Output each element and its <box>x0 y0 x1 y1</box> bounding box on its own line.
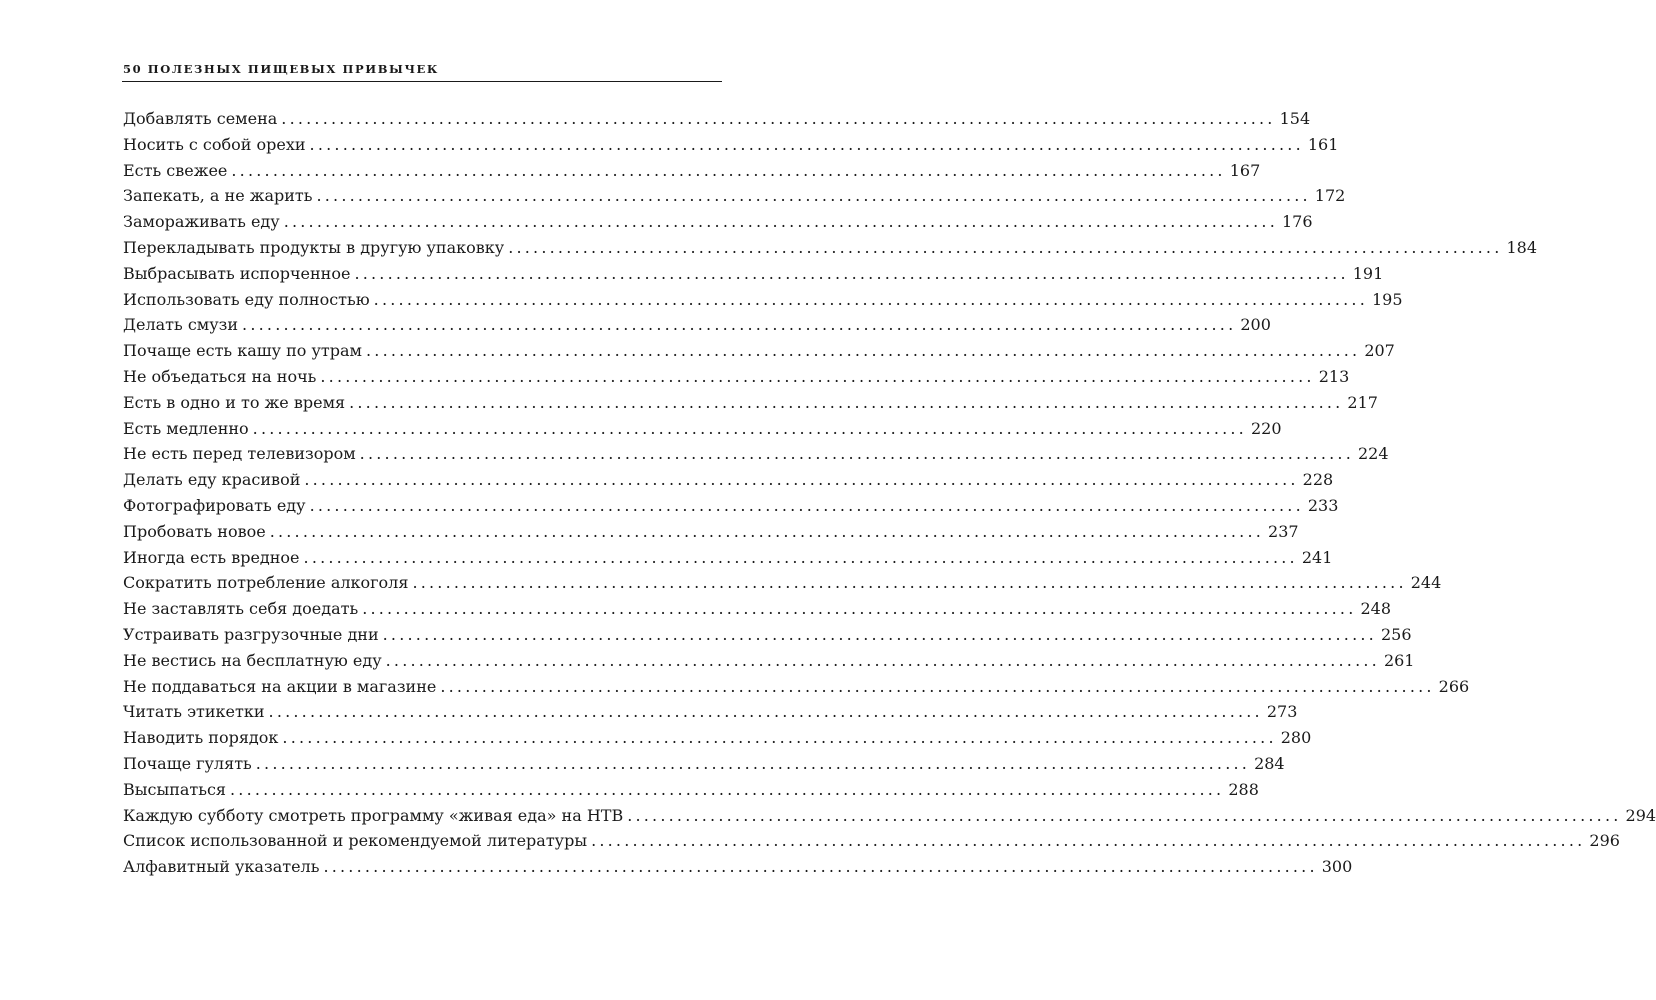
toc-entry <box>123 493 1339 519</box>
toc-leader-dots: ........................................................................................................................ <box>354 263 1349 283</box>
toc-entry <box>123 777 1259 803</box>
toc-entry <box>123 235 1538 261</box>
toc-entry <box>123 854 1353 880</box>
toc-entry-page: 213 <box>1318 366 1350 386</box>
toc-entry-page: 244 <box>1410 573 1442 593</box>
toc-entry-title: Есть медленно <box>123 418 249 438</box>
toc-leader-dots: ........................................................................................................................ <box>252 418 1247 438</box>
header-divider <box>122 81 722 82</box>
toc-entry-page: 167 <box>1229 160 1261 180</box>
toc-leader-dots: ........................................................................................................................ <box>362 599 1357 619</box>
toc-entry-page: 266 <box>1438 676 1470 696</box>
toc-entry-page: 300 <box>1321 857 1353 877</box>
toc-entry <box>123 570 1442 596</box>
toc-leader-dots: ........................................................................................................................ <box>230 779 1225 799</box>
toc-entry <box>123 803 1656 829</box>
toc-entry-page: 224 <box>1357 444 1389 464</box>
toc-leader-dots: ........................................................................................................................ <box>316 186 1311 206</box>
toc-leader-dots: ........................................................................................................................ <box>323 857 1318 877</box>
toc-entry-title: Носить с собой орехи <box>123 134 306 154</box>
toc-entry-title: Не вестись на бесплатную еду <box>123 650 382 670</box>
toc-entry-page: 220 <box>1250 418 1282 438</box>
toc-leader-dots: ........................................................................................................................ <box>282 728 1277 748</box>
toc-entry-page: 237 <box>1268 521 1299 541</box>
toc-entry-title: Есть свежее <box>123 160 228 180</box>
toc-entry-page: 261 <box>1383 650 1415 670</box>
toc-entry-title: Фотографировать еду <box>123 495 306 515</box>
toc-leader-dots: ........................................................................................................................ <box>268 702 1263 722</box>
toc-entry <box>123 416 1282 442</box>
toc-entry-page: 228 <box>1302 470 1334 490</box>
toc-entry-title: Не поддаваться на акции в магазине <box>123 676 437 696</box>
toc-entry <box>123 312 1271 338</box>
toc-leader-dots: ........................................................................................................................ <box>231 160 1226 180</box>
toc-entry <box>123 183 1346 209</box>
toc-entry-page: 294 <box>1625 805 1656 825</box>
toc-leader-dots: ........................................................................................................................ <box>281 109 1276 128</box>
toc-entry-page: 217 <box>1347 392 1378 412</box>
toc-entry-title: Читать этикетки <box>123 702 265 722</box>
toc-entry <box>123 106 1311 132</box>
toc-entry-page: 248 <box>1360 599 1392 619</box>
toc-entry-page: 280 <box>1280 728 1312 748</box>
toc-entry-page: 288 <box>1228 779 1259 799</box>
toc-entry-title: Делать еду красивой <box>123 470 301 490</box>
toc-entry-page: 207 <box>1364 341 1395 361</box>
toc-entry <box>123 519 1299 545</box>
toc-entry-title: Иногда есть вредное <box>123 547 300 567</box>
toc-entry-page: 184 <box>1506 237 1538 257</box>
toc-entry-title: Использовать еду полностью <box>123 289 370 309</box>
toc-entry-title: Делать смузи <box>123 315 239 335</box>
toc-entry-page: 154 <box>1279 109 1311 128</box>
toc-leader-dots: ........................................................................................................................ <box>412 573 1407 593</box>
toc-leader-dots: ........................................................................................................................ <box>508 237 1503 257</box>
toc-entry <box>123 751 1285 777</box>
toc-leader-dots: ........................................................................................................................ <box>303 547 1298 567</box>
toc-entry-page: 241 <box>1301 547 1333 567</box>
toc-entry <box>123 596 1392 622</box>
toc-entry <box>123 674 1470 700</box>
toc-entry <box>123 467 1334 493</box>
toc-entry-page: 172 <box>1314 186 1346 206</box>
toc-entry-page: 284 <box>1254 753 1285 773</box>
toc-entry-page: 161 <box>1307 134 1339 154</box>
toc-entry-page: 256 <box>1380 624 1412 644</box>
toc-entry-page: 195 <box>1371 289 1403 309</box>
toc-entry <box>123 390 1378 416</box>
toc-entry-title: Почаще есть кашу по утрам <box>123 341 362 361</box>
toc-leader-dots: ........................................................................................................................ <box>269 521 1265 541</box>
toc-entry-title: Список использованной и рекомендуемой литературы <box>123 831 588 851</box>
toc-entry-page: 273 <box>1266 702 1298 722</box>
running-header: 50 ПОЛЕЗНЫХ ПИЩЕВЫХ ПРИВЫЧЕК <box>123 62 439 76</box>
toc-entry <box>123 699 1298 725</box>
toc-leader-dots: ........................................................................................................................ <box>385 650 1380 670</box>
toc-leader-dots: ........................................................................................................................ <box>309 495 1304 515</box>
toc-entry-title: Каждую субботу смотреть программу «живая еда» на НТВ <box>123 805 624 825</box>
toc-entry <box>123 261 1384 287</box>
toc-entry-title: Почаще гулять <box>123 753 252 773</box>
toc-entry <box>123 132 1339 158</box>
toc-entry <box>123 725 1312 751</box>
toc-entry <box>123 209 1313 235</box>
toc-leader-dots: ........................................................................................................................ <box>373 289 1368 309</box>
toc-entry-page: 200 <box>1240 315 1271 335</box>
toc-entry-title: Сократить потребление алкоголя <box>123 573 409 593</box>
toc-entry-title: Высыпаться <box>123 779 227 799</box>
toc-leader-dots: ........................................................................................................................ <box>304 470 1299 490</box>
toc-entry-title: Пробовать новое <box>123 521 266 541</box>
toc-entry <box>123 364 1350 390</box>
toc-leader-dots: ........................................................................................................................ <box>242 315 1237 335</box>
toc-entry <box>123 287 1403 313</box>
toc-entry <box>123 441 1389 467</box>
toc-entry <box>123 622 1412 648</box>
toc-entry <box>123 158 1261 184</box>
toc-entry-title: Наводить порядок <box>123 728 279 748</box>
toc-leader-dots: ........................................................................................................................ <box>359 444 1354 464</box>
toc-entry-page: 176 <box>1282 212 1313 232</box>
toc-entry-title: Устраивать разгрузочные дни <box>123 624 379 644</box>
toc-leader-dots: ........................................................................................................................ <box>440 676 1435 696</box>
toc-entry-title: Добавлять семена <box>123 109 278 128</box>
toc-leader-dots: ........................................................................................................................ <box>591 831 1586 851</box>
table-of-contents <box>123 106 1656 880</box>
toc-leader-dots: ........................................................................................................................ <box>366 341 1361 361</box>
toc-leader-dots: ........................................................................................................................ <box>382 624 1377 644</box>
toc-entry <box>123 828 1620 854</box>
toc-entry-page: 233 <box>1307 495 1339 515</box>
toc-entry-page: 296 <box>1589 831 1620 851</box>
toc-leader-dots: ........................................................................................................................ <box>283 212 1278 232</box>
toc-entry-title: Не объедаться на ночь <box>123 366 317 386</box>
toc-leader-dots: ........................................................................................................................ <box>349 392 1344 412</box>
toc-entry <box>123 648 1415 674</box>
toc-leader-dots: ........................................................................................................................ <box>320 366 1315 386</box>
toc-entry <box>123 338 1395 364</box>
toc-entry-title: Есть в одно и то же время <box>123 392 346 412</box>
toc-entry-title: Алфавитный указатель <box>123 857 320 877</box>
toc-leader-dots: ........................................................................................................................ <box>255 753 1251 773</box>
toc-entry-title: Не заставлять себя доедать <box>123 599 359 619</box>
toc-leader-dots: ........................................................................................................................ <box>309 134 1304 154</box>
toc-entry-title: Перекладывать продукты в другую упаковку <box>123 237 505 257</box>
toc-entry-title: Замораживать еду <box>123 212 280 232</box>
toc-entry-title: Не есть перед телевизором <box>123 444 356 464</box>
toc-entry-title: Запекать, а не жарить <box>123 186 313 206</box>
toc-entry <box>123 545 1333 571</box>
toc-entry-title: Выбрасывать испорченное <box>123 263 351 283</box>
toc-entry-page: 191 <box>1352 263 1384 283</box>
toc-leader-dots: ........................................................................................................................ <box>627 805 1622 825</box>
